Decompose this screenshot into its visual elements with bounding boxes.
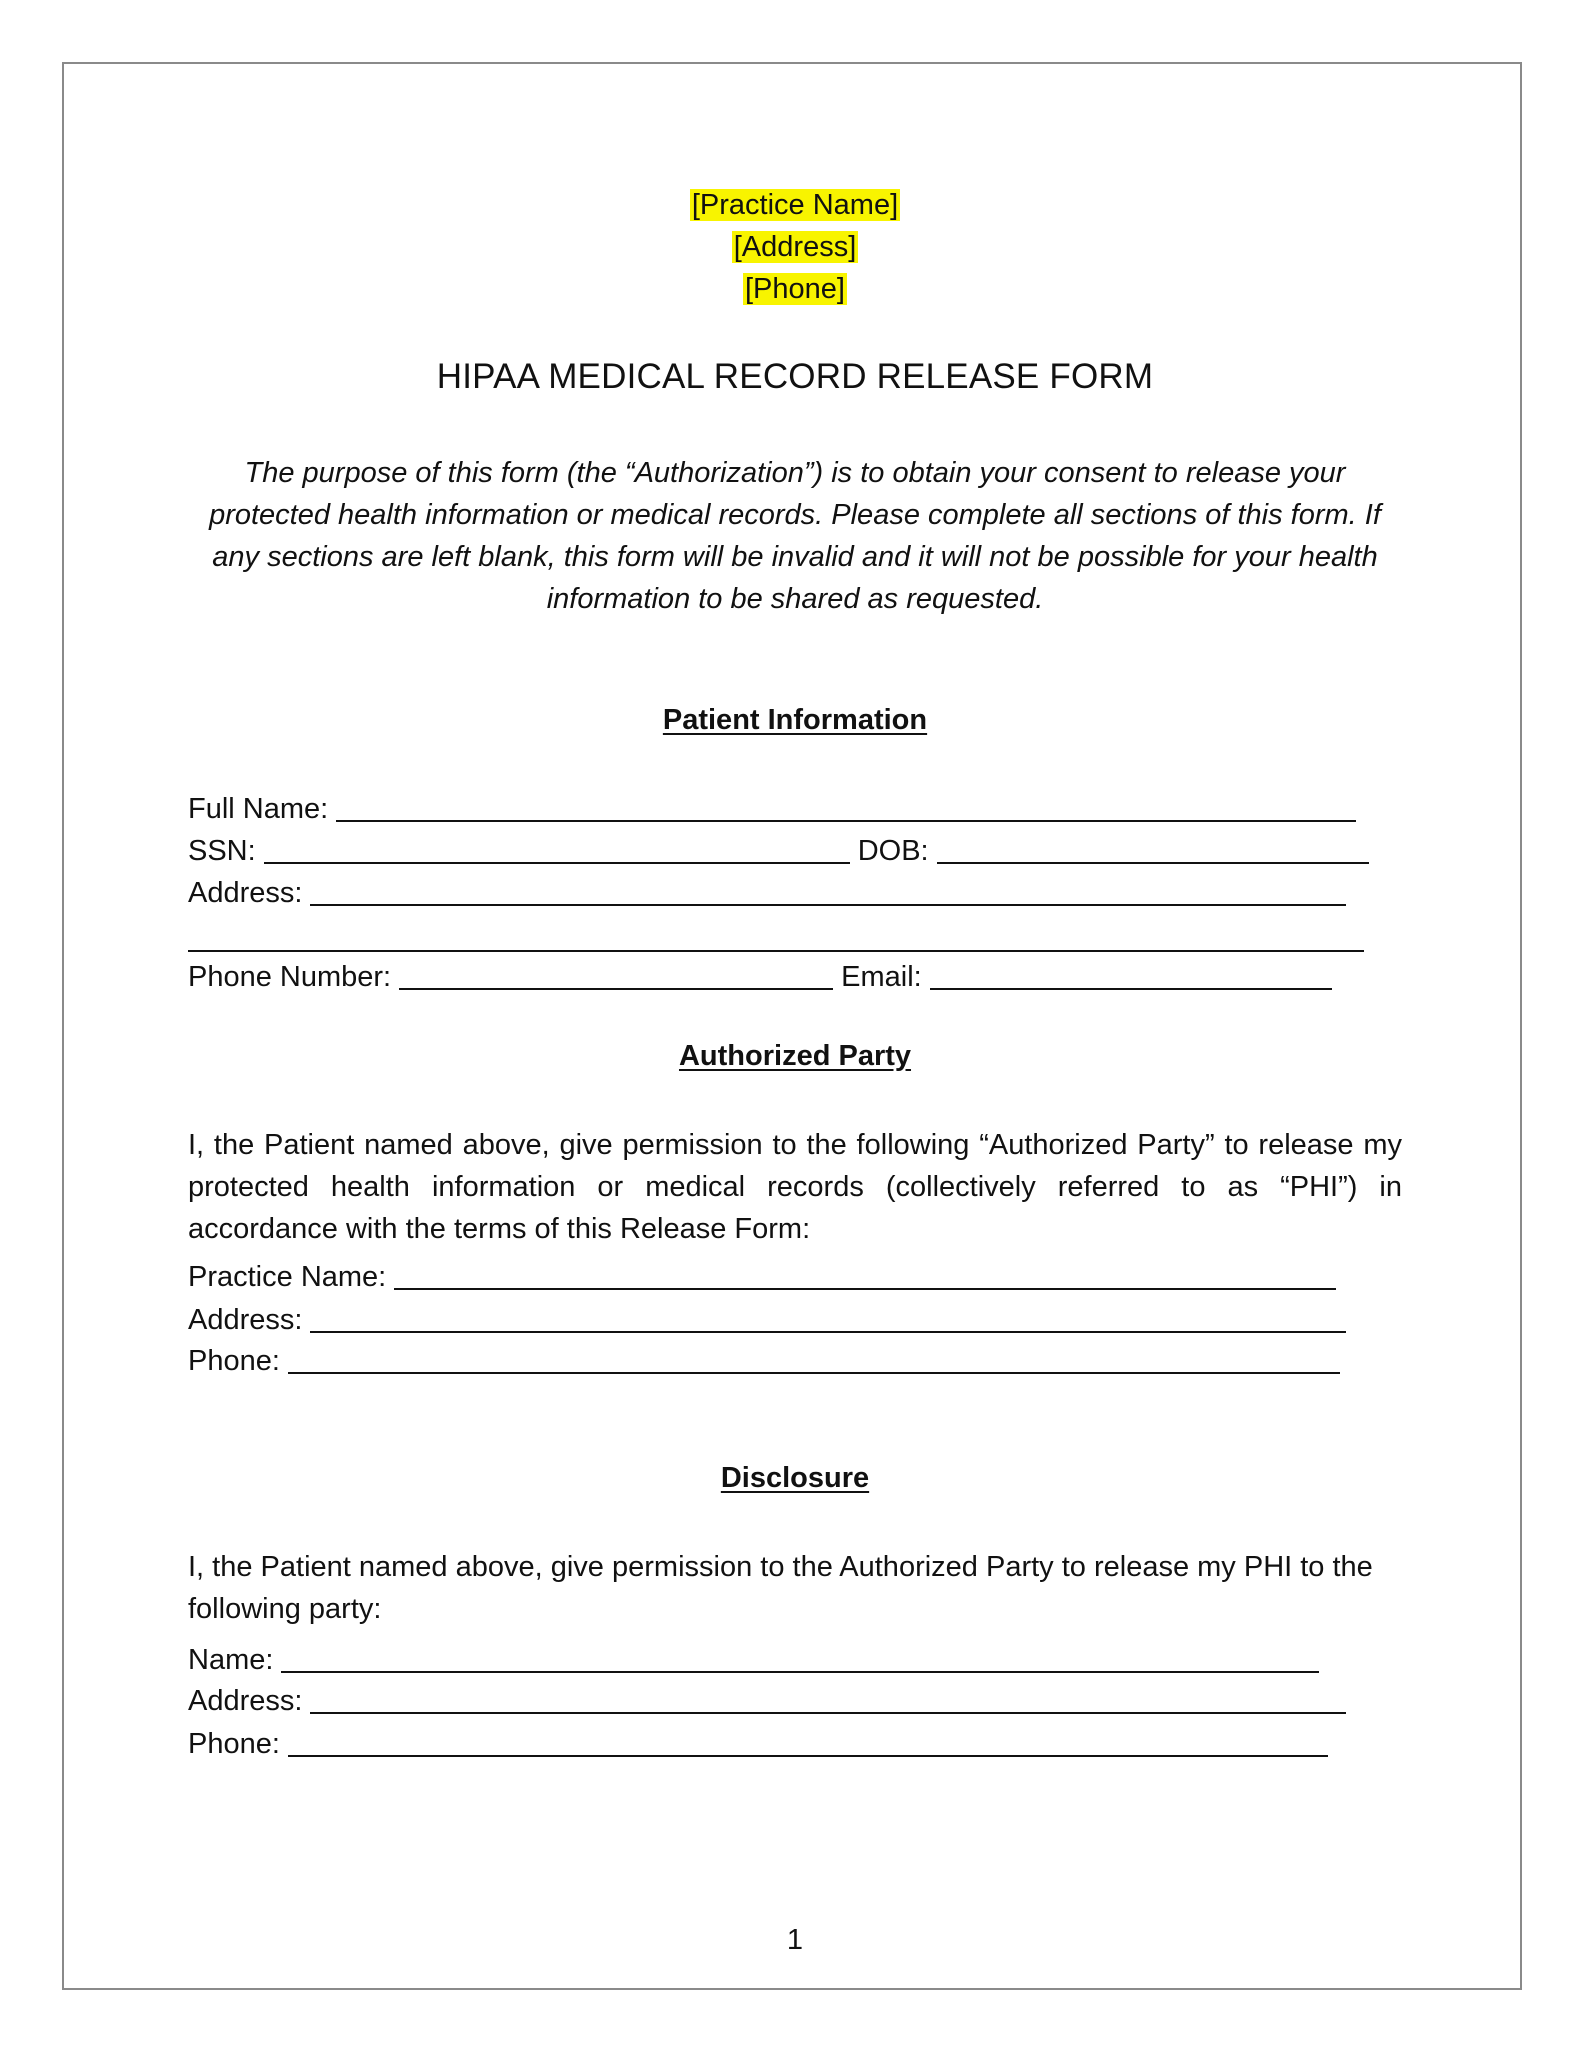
address-line-2-row xyxy=(188,916,1402,956)
disclosure-address-field[interactable] xyxy=(310,1682,1346,1714)
practice-name-placeholder: [Practice Name] xyxy=(691,189,899,221)
address-label: Address: xyxy=(188,877,303,909)
disclosure-phone-field[interactable] xyxy=(288,1725,1328,1757)
disclosure-address-label: Address: xyxy=(188,1685,303,1717)
document-page xyxy=(62,62,1522,1990)
ap-address-row xyxy=(188,1297,1402,1337)
ssn-label: SSN: xyxy=(188,835,256,867)
full-name-field[interactable] xyxy=(336,790,1356,822)
ap-practice-name-label: Practice Name: xyxy=(188,1261,387,1293)
address-field[interactable] xyxy=(310,874,1346,906)
ap-address-label: Address: xyxy=(188,1304,303,1336)
disclosure-name-label: Name: xyxy=(188,1644,274,1676)
email-field[interactable] xyxy=(930,958,1332,990)
dob-label: DOB: xyxy=(857,835,929,867)
address-placeholder: [Address] xyxy=(733,231,857,263)
address-row xyxy=(188,870,1402,910)
ssn-field[interactable] xyxy=(264,832,850,864)
ssn-dob-row xyxy=(188,828,1402,868)
disclosure-text: I, the Patient named above, give permission to the Authorized Party to release my PHI to the following party: xyxy=(188,1551,1373,1625)
authorized-party-text: I, the Patient named above, give permission to the following “Authorized Party” to release my protected health information or medical records (collectively referred to as “PHI”) in accordance with the terms of this Release Form: xyxy=(188,1129,1402,1245)
dob-field[interactable] xyxy=(937,832,1369,864)
authorized-party-heading: Authorized Party xyxy=(678,1040,912,1072)
ap-phone-field[interactable] xyxy=(288,1342,1340,1374)
address-line-2-field[interactable] xyxy=(188,920,1364,952)
email-label: Email: xyxy=(841,961,922,993)
ap-phone-row xyxy=(188,1338,1402,1378)
disclosure-phone-label: Phone: xyxy=(188,1728,280,1760)
phone-number-label: Phone Number: xyxy=(188,961,392,993)
practice-header xyxy=(188,184,1402,310)
ap-address-field[interactable] xyxy=(310,1301,1346,1333)
ap-practice-name-field[interactable] xyxy=(394,1258,1336,1290)
disclosure-phone-row xyxy=(188,1721,1402,1761)
ap-practice-name-row xyxy=(188,1254,1402,1294)
full-name-label: Full Name: xyxy=(188,793,329,825)
disclosure-address-row xyxy=(188,1678,1402,1718)
full-name-row xyxy=(188,786,1402,826)
ap-phone-label: Phone: xyxy=(188,1345,280,1377)
form-title: HIPAA MEDICAL RECORD RELEASE FORM xyxy=(436,357,1154,396)
phone-email-row xyxy=(188,954,1402,994)
page-number: 1 xyxy=(786,1924,804,1956)
phone-number-field[interactable] xyxy=(399,958,833,990)
phone-placeholder: [Phone] xyxy=(745,273,845,305)
disclosure-heading: Disclosure xyxy=(720,1462,870,1494)
disclosure-name-field[interactable] xyxy=(281,1641,1319,1673)
patient-information-heading: Patient Information xyxy=(662,704,928,736)
disclosure-name-row xyxy=(188,1637,1402,1677)
intro-paragraph: The purpose of this form (the “Authorization”) is to obtain your consent to release your protected health information or medical records. Please complete all sections of this form. If any sections are left blank, this form will be invalid and it will not be possible for your health information to be shared as requested. xyxy=(209,457,1381,615)
